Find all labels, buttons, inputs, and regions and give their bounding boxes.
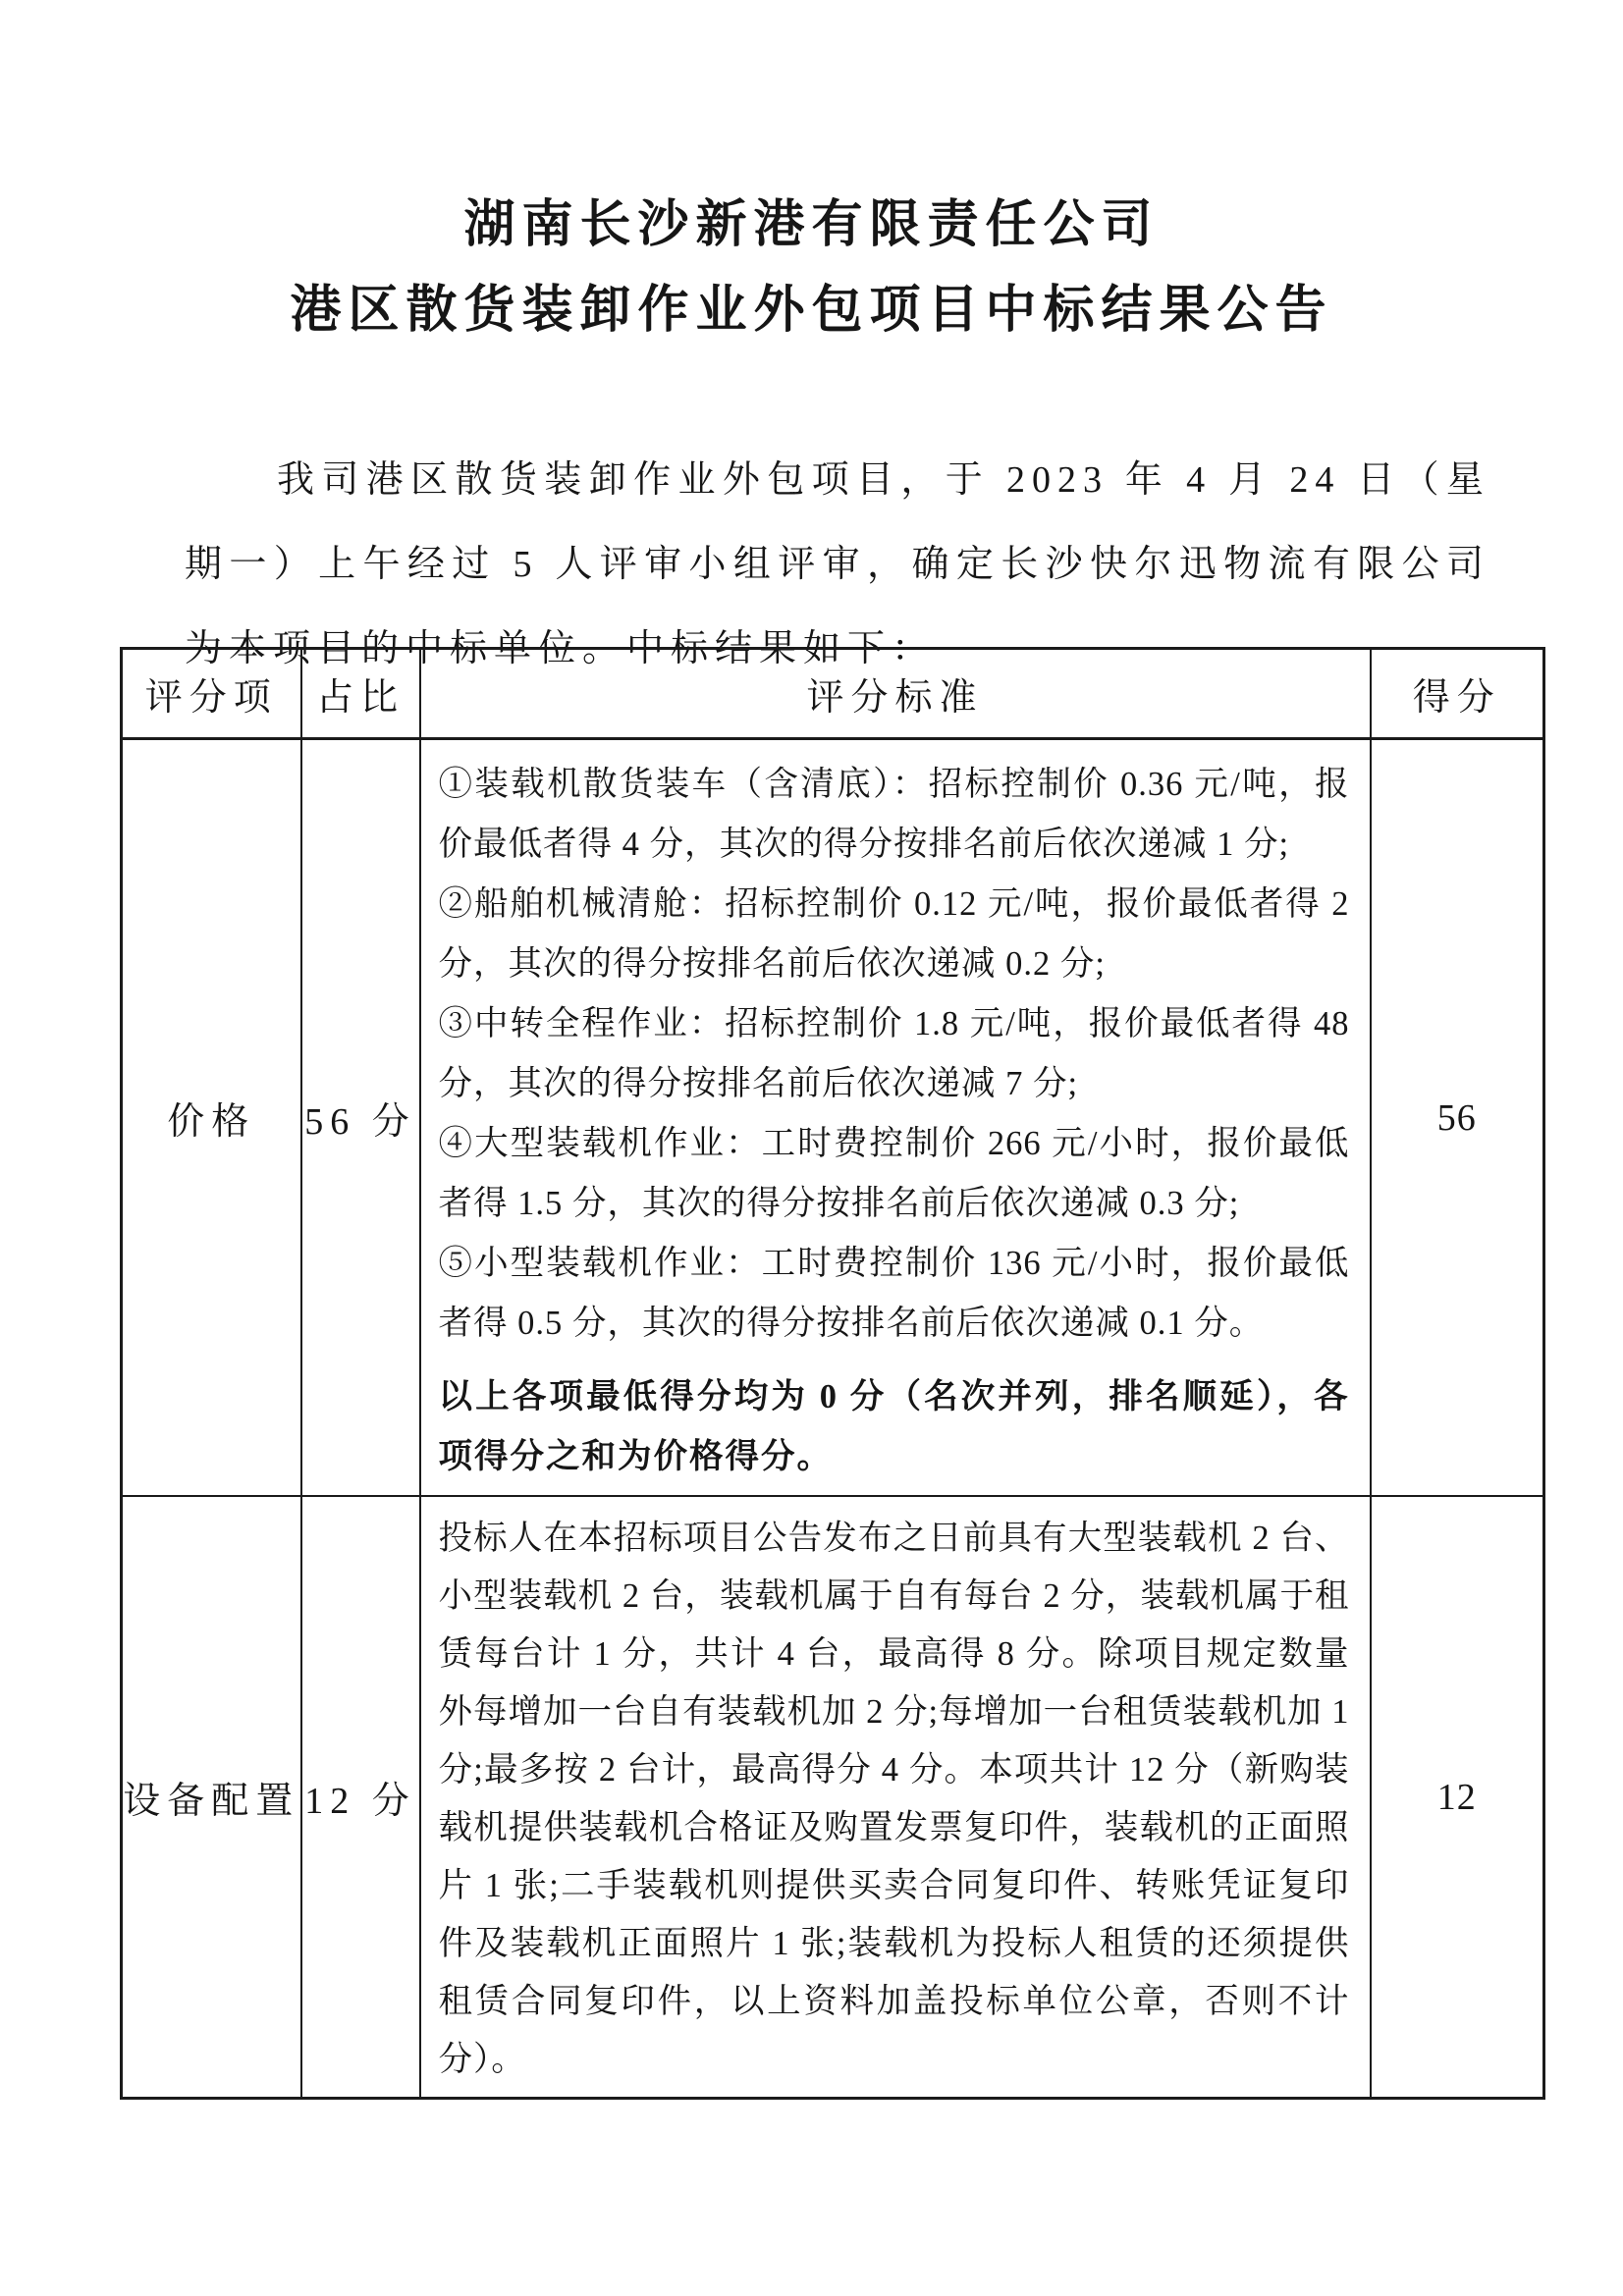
price-score-cell: 56 (1371, 739, 1544, 1497)
price-item-cell: 价格 (122, 739, 301, 1497)
title-line-2: 港区散货装卸作业外包项目中标结果公告 (290, 283, 1333, 339)
criteria-paragraph-6: 投标人在本招标项目公告发布之日前具有大型装载机 2 台、小型装载机 2 台，装载机属于自有每台 2 分，装载机属于租赁每台计 1 分，共计 4 台，最高得 8 分。除项目规定数量外每增加一台自有装载机加 2 分;每增加一台租赁装载机加 1 分;最多按 2 台计，最高得分 4 分。本项共计 12 分（新购装载机提供装载机合格证及购置发票复印件，装载机的正面照片 1 张;二手装载机则提供买卖合同复印件、转账凭证复印件及装载机正面照片 1 张;装载机为投标人租赁的还须提供租赁合同复印件，以上资料加盖投标单位公章，否则不计分）。 (438, 1520, 1350, 2078)
table-row-equipment (122, 1496, 1544, 2099)
header-cell-item: 评分项 (122, 649, 301, 739)
scoring-results-table (120, 647, 1545, 2100)
intro-paragraph: 我司港区散货装卸作业外包项目，于 2023 年 4 月 24 日（星期一）上午经过 5 人评审小组评审，确定长沙快尔迅物流有限公司为本项目的中标单位。中标结果如下： (185, 459, 1490, 669)
price-criteria-cell (420, 739, 1371, 1497)
criteria-paragraph-3: ③中转全程作业：招标控制价 1.8 元/吨，报价最低者得 48 分，其次的得分按排名前后依次递减 7 分; (438, 1005, 1350, 1102)
document-title (0, 183, 1623, 353)
criteria-paragraph-4: ④大型装载机作业：工时费控制价 266 元/小时，报价最低者得 1.5 分，其次的得分按排名前后依次递减 0.3 分; (438, 1125, 1350, 1222)
table-header-row (122, 649, 1544, 739)
table-row-price (122, 739, 1544, 1497)
price-weight-cell: 56 分 (301, 739, 420, 1497)
criteria-note: 以上各项最低得分均为 0 分（名次并列，排名顺延），各项得分之和为价格得分。 (438, 1378, 1350, 1475)
equipment-item-cell: 设备配置 (122, 1496, 301, 2099)
header-cell-score: 得分 (1371, 649, 1544, 739)
header-cell-weight: 占比 (301, 649, 420, 739)
title-line-1: 湖南长沙新港有限责任公司 (463, 197, 1160, 253)
header-cell-criteria: 评分标准 (420, 649, 1371, 739)
criteria-paragraph-1: ①装载机散货装车（含清底）：招标控制价 0.36 元/吨，报价最低者得 4 分，其次的得分按排名前后依次递减 1 分; (438, 766, 1350, 863)
equipment-score-cell: 12 (1371, 1496, 1544, 2099)
criteria-paragraph-5: ⑤小型装载机作业：工时费控制价 136 元/小时，报价最低者得 0.5 分，其次的得分按排名前后依次递减 0.1 分。 (438, 1245, 1350, 1342)
equipment-criteria-cell (420, 1496, 1371, 2099)
criteria-paragraph-2: ②船舶机械清舱：招标控制价 0.12 元/吨，报价最低者得 2 分，其次的得分按排名前后依次递减 0.2 分; (438, 885, 1350, 983)
equipment-weight-cell: 12 分 (301, 1496, 420, 2099)
